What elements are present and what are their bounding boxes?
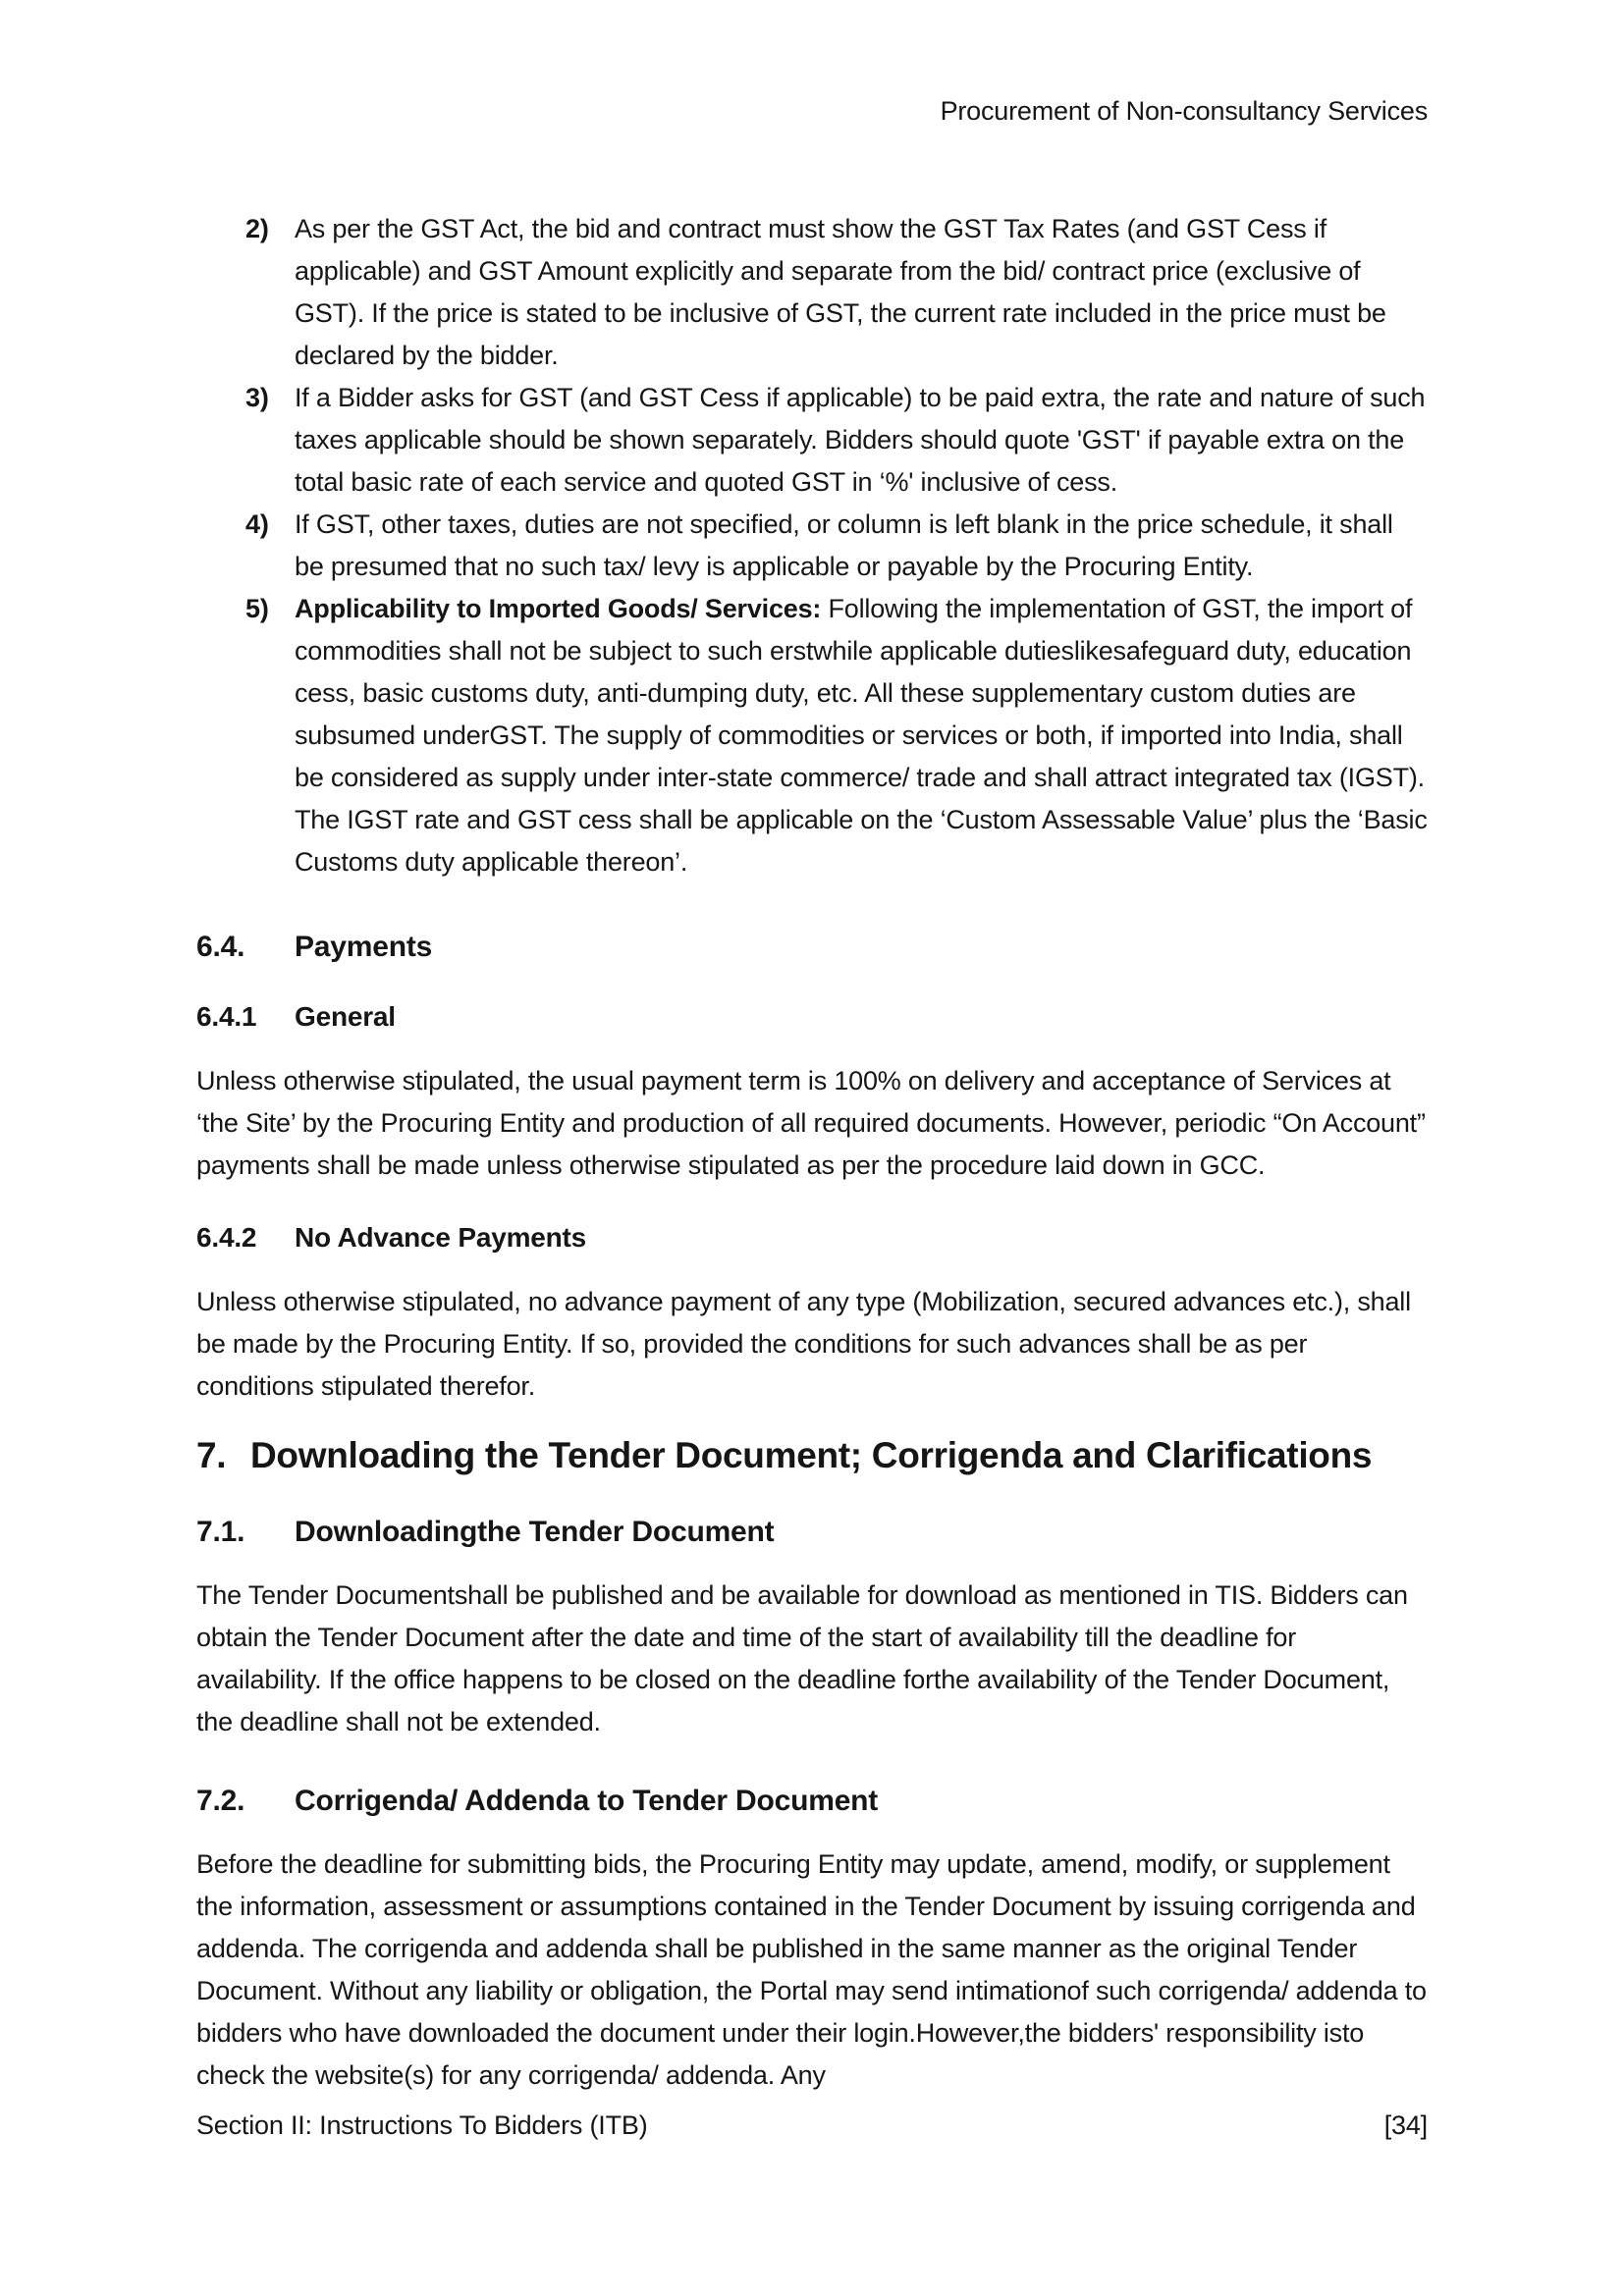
- heading-title: Downloading the Tender Document; Corrigenda and Clarifications: [250, 1435, 1373, 1475]
- heading-title: No Advance Payments: [295, 1222, 587, 1253]
- heading-7-2: [196, 1781, 1428, 1822]
- list-item-number: 5): [245, 594, 269, 623]
- heading-title: Downloadingthe Tender Document: [295, 1516, 775, 1548]
- paragraph-corrigenda: Before the deadline for submitting bids, the Procuring Entity may update, amend, modify, or supplement the information, assessment or assumptions contained in the Tender Document by issuing corrigenda and addenda. The corrigenda and addenda shall be published in the same manner as the original Tender Document. Without any liability or obligation, the Portal may send intimationof such corrigenda/ addenda to bidders who have downloaded the document under their login.However,the bidders' responsibility isto check the website(s) for any corrigenda/ addenda. Any: [196, 1849, 1427, 2090]
- list-item-number: 4): [245, 509, 269, 539]
- list-item-bold-lead: Applicability to Imported Goods/ Services:: [295, 594, 822, 623]
- heading-7-1: [196, 1512, 1428, 1553]
- page-number: [34]: [1383, 2110, 1428, 2140]
- list-item-4: [196, 504, 1428, 588]
- numbered-list: [196, 208, 1428, 883]
- heading-title: Corrigenda/ Addenda to Tender Document: [295, 1785, 879, 1817]
- heading-number: 7.1.: [196, 1516, 245, 1548]
- heading-title: General: [295, 1001, 396, 1032]
- heading-number: 7.: [196, 1435, 227, 1475]
- list-item-3: [196, 377, 1428, 504]
- paragraph-downloading: The Tender Documentshall be published and be available for download as mentioned in TIS. Bidders can obtain the Tender Document after the date and time of the start of availability till the deadline for availability. If the office happens to be closed on the deadline forthe availability of the Tender Document, the deadline shall not be extended.: [196, 1580, 1408, 1736]
- heading-7: [196, 1429, 1428, 1482]
- running-header: Procurement of Non-consultancy Services: [940, 96, 1428, 126]
- list-item-text: If GST, other taxes, duties are not specified, or column is left blank in the price schedule, it shall be presumed that no such tax/ levy is applicable or payable by the Procuring Entity.: [295, 509, 1393, 581]
- heading-6-4-1: [196, 997, 1428, 1037]
- heading-6-4-2: [196, 1218, 1428, 1257]
- list-item-text: As per the GST Act, the bid and contract must show the GST Tax Rates (and GST Cess if applicable) and GST Amount explicitly and separate from the bid/ contract price (exclusive of GST). If the price is stated to be inclusive of GST, the current rate included in the price must be declared by the bidder.: [295, 214, 1386, 370]
- heading-6-4: [196, 927, 1428, 968]
- paragraph-no-advance: Unless otherwise stipulated, no advance payment of any type (Mobilization, secured advances etc.), shall be made by the Procuring Entity. If so, provided the conditions for such advances shall be as per conditions stipulated therefor.: [196, 1287, 1411, 1401]
- heading-number: 6.4.1: [196, 1001, 257, 1032]
- footer-section-label: Section II: Instructions To Bidders (ITB): [196, 2110, 648, 2140]
- heading-number: 7.2.: [196, 1785, 245, 1817]
- list-item-text: Following the implementation of GST, the import of commodities shall not be subject to such erstwhile applicable dutieslikesafeguard duty, education cess, basic customs duty, anti-dumping duty, etc. All these supplementary custom duties are subsumed underGST. The supply of commodities or services or both, if imported into India, shall be considered as supply under inter-state commerce/ trade and shall attract integrated tax (IGST). The IGST rate and GST cess shall be applicable on the ‘Custom Assessable Value’ plus the ‘Basic Customs duty applicable thereon’.: [295, 594, 1428, 877]
- paragraph-general: Unless otherwise stipulated, the usual payment term is 100% on delivery and acceptance of Services at ‘the Site’ by the Procuring Entity and production of all required documents. However, periodic “On Account” payments shall be made unless otherwise stipulated as per the procedure laid down in GCC.: [196, 1066, 1426, 1180]
- list-item-2: [196, 208, 1428, 377]
- list-item-5: [196, 588, 1428, 883]
- list-item-text: If a Bidder asks for GST (and GST Cess if applicable) to be paid extra, the rate and nature of such taxes applicable should be shown separately. Bidders should quote 'GST' if payable extra on the total basic rate of each service and quoted GST in ‘%' inclusive of cess.: [295, 383, 1426, 497]
- page-footer: [196, 2105, 1428, 2147]
- heading-title: Payments: [295, 931, 433, 963]
- heading-number: 6.4.2: [196, 1222, 257, 1253]
- list-item-number: 3): [245, 383, 269, 412]
- heading-number: 6.4.: [196, 931, 245, 963]
- list-item-number: 2): [245, 214, 269, 243]
